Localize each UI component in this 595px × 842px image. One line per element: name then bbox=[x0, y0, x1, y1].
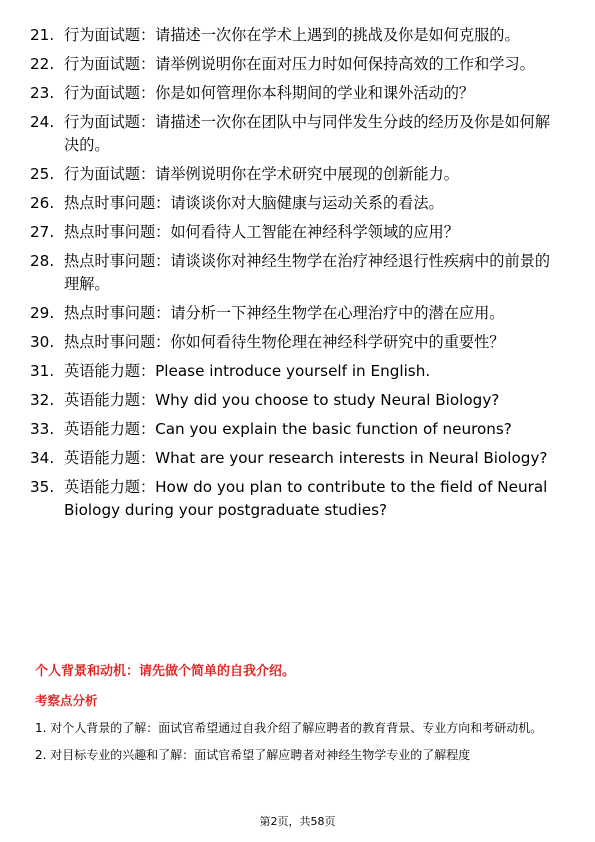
question-item bbox=[30, 447, 565, 470]
question-number: 33. bbox=[30, 420, 55, 438]
question-number: 30. bbox=[30, 333, 55, 351]
question-item bbox=[30, 360, 565, 383]
question-text: 热点时事问题：请谈谈你对大脑健康与运动关系的看法。 bbox=[64, 194, 444, 212]
question-number: 21. bbox=[30, 26, 55, 44]
question-number: 29. bbox=[30, 304, 55, 322]
question-item bbox=[30, 192, 565, 215]
question-text: 热点时事问题：请谈谈你对神经生物学在治疗神经退行性疾病中的前景的理解。 bbox=[64, 252, 550, 293]
question-number: 22. bbox=[30, 55, 55, 73]
question-number: 31. bbox=[30, 362, 55, 380]
question-item bbox=[30, 302, 565, 325]
question-text: 热点时事问题：请分析一下神经生物学在心理治疗中的潜在应用。 bbox=[64, 304, 505, 322]
question-text: 热点时事问题：如何看待人工智能在神经科学领域的应用？ bbox=[64, 223, 459, 241]
question-item bbox=[30, 389, 565, 412]
question-number: 24. bbox=[30, 113, 55, 131]
question-item bbox=[30, 111, 565, 157]
question-item bbox=[30, 418, 565, 441]
question-item bbox=[30, 163, 565, 186]
analysis-point: 2. 对目标专业的兴趣和了解：面试官希望了解应聘者对神经生物学专业的了解程度 bbox=[35, 748, 471, 762]
question-text: 英语能力题：Can you explain the basic function of neurons? bbox=[64, 420, 512, 438]
question-text: 行为面试题：请描述一次你在团队中与同伴发生分歧的经历及你是如何解决的。 bbox=[64, 113, 550, 154]
question-item bbox=[30, 53, 565, 76]
question-item bbox=[30, 250, 565, 296]
question-list bbox=[30, 24, 565, 528]
question-number: 23. bbox=[30, 84, 55, 102]
question-text: 英语能力题：Please introduce yourself in English. bbox=[64, 362, 431, 380]
question-text: 行为面试题：请举例说明你在学术研究中展现的创新能力。 bbox=[64, 165, 459, 183]
question-text: 英语能力题：How do you plan to contribute to the field of Neural Biology during your postgraduate studies? bbox=[64, 478, 548, 519]
question-item bbox=[30, 221, 565, 244]
question-number: 26. bbox=[30, 194, 55, 212]
question-item bbox=[30, 476, 565, 522]
question-text: 行为面试题：请描述一次你在学术上遇到的挑战及你是如何克服的。 bbox=[64, 26, 520, 44]
question-item bbox=[30, 82, 565, 105]
question-text: 热点时事问题：你如何看待生物伦理在神经科学研究中的重要性？ bbox=[64, 333, 505, 351]
page-footer: 第2页，共58页 bbox=[259, 815, 336, 828]
question-number: 27. bbox=[30, 223, 55, 241]
question-item bbox=[30, 24, 565, 47]
question-number: 34. bbox=[30, 449, 55, 467]
question-text: 行为面试题：请举例说明你在面对压力时如何保持高效的工作和学习。 bbox=[64, 55, 535, 73]
question-text: 行为面试题：你是如何管理你本科期间的学业和课外活动的？ bbox=[64, 84, 475, 102]
question-number: 32. bbox=[30, 391, 55, 409]
analysis-point: 1. 对个人背景的了解：面试官希望通过自我介绍了解应聘者的教育背景、专业方向和考研动机。 bbox=[35, 721, 543, 735]
section-title: 个人背景和动机：请先做个简单的自我介绍。 bbox=[35, 664, 296, 679]
question-number: 35. bbox=[30, 478, 55, 496]
analysis-list bbox=[35, 716, 565, 770]
question-number: 25. bbox=[30, 165, 55, 183]
question-text: 英语能力题：What are your research interests in Neural Biology? bbox=[64, 449, 548, 467]
question-number: 28. bbox=[30, 252, 55, 270]
analysis-subheading: 考察点分析 bbox=[35, 693, 98, 708]
question-text: 英语能力题：Why did you choose to study Neural Biology? bbox=[64, 391, 500, 409]
question-item bbox=[30, 331, 565, 354]
